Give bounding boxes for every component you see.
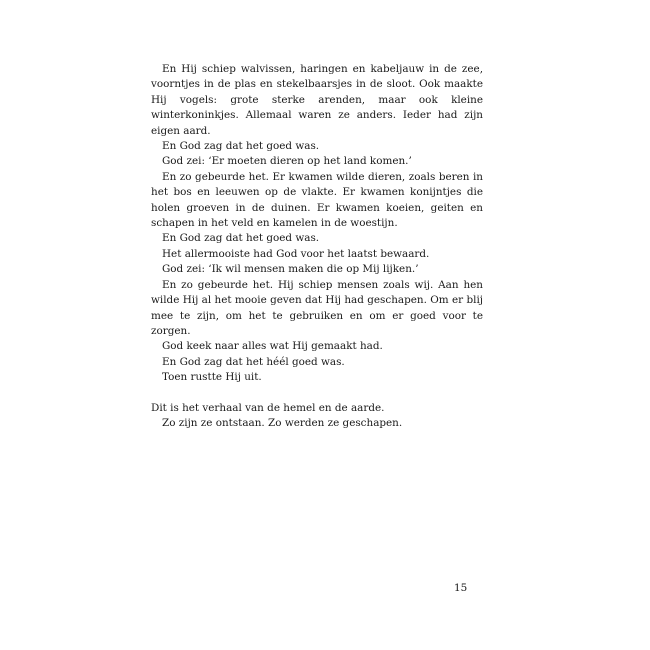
paragraph: En Hij schiep walvissen, haringen en kabeljauw in de zee, voorntjes in de plas en stekelbaarsjes in de sloot. Ook maakte Hij vogels: grote sterke arenden, maar ook kleine winterkoninkjes. Allemaal waren ze anders. Ieder had zijn eigen aard. [151,63,483,137]
paragraph: En God zag dat het héél goed was. [162,355,345,368]
paragraph: En zo gebeurde het. Hij schiep mensen zoals wij. Aan hen wilde Hij al het mooie geven dat Hij had geschapen. Om er blij mee te zijn, om het te gebruiken en om er goed voor te zorgen. [151,278,483,337]
paragraph: En zo gebeurde het. Er kwamen wilde dieren, zoals beren in het bos en leeuwen op de vlakte. Er kwamen konijntjes die holen groeven in de duinen. Er kwamen koeien, geiten en schapen in het veld en kamelen in de woestijn. [151,170,483,230]
paragraph: God keek naar alles wat Hij gemaakt had. [162,340,383,353]
body-text [151,62,483,432]
paragraph: Het allermooiste had God voor het laatst bewaard. [162,247,430,260]
paragraph: God zei: ‘Ik wil mensen maken die op Mij lijken.’ [162,263,419,276]
page-number: 15 [454,582,468,594]
closing-paragraph: Zo zijn ze ontstaan. Zo werden ze geschapen. [162,417,403,430]
paragraph: God zei: ‘Er moeten dieren op het land komen.’ [162,155,412,168]
closing-paragraph: Dit is het verhaal van de hemel en de aarde. [151,401,385,414]
paragraph: En God zag dat het goed was. [162,232,320,245]
paragraph: Toen rustte Hij uit. [162,371,262,384]
paragraph: En God zag dat het goed was. [162,140,320,153]
